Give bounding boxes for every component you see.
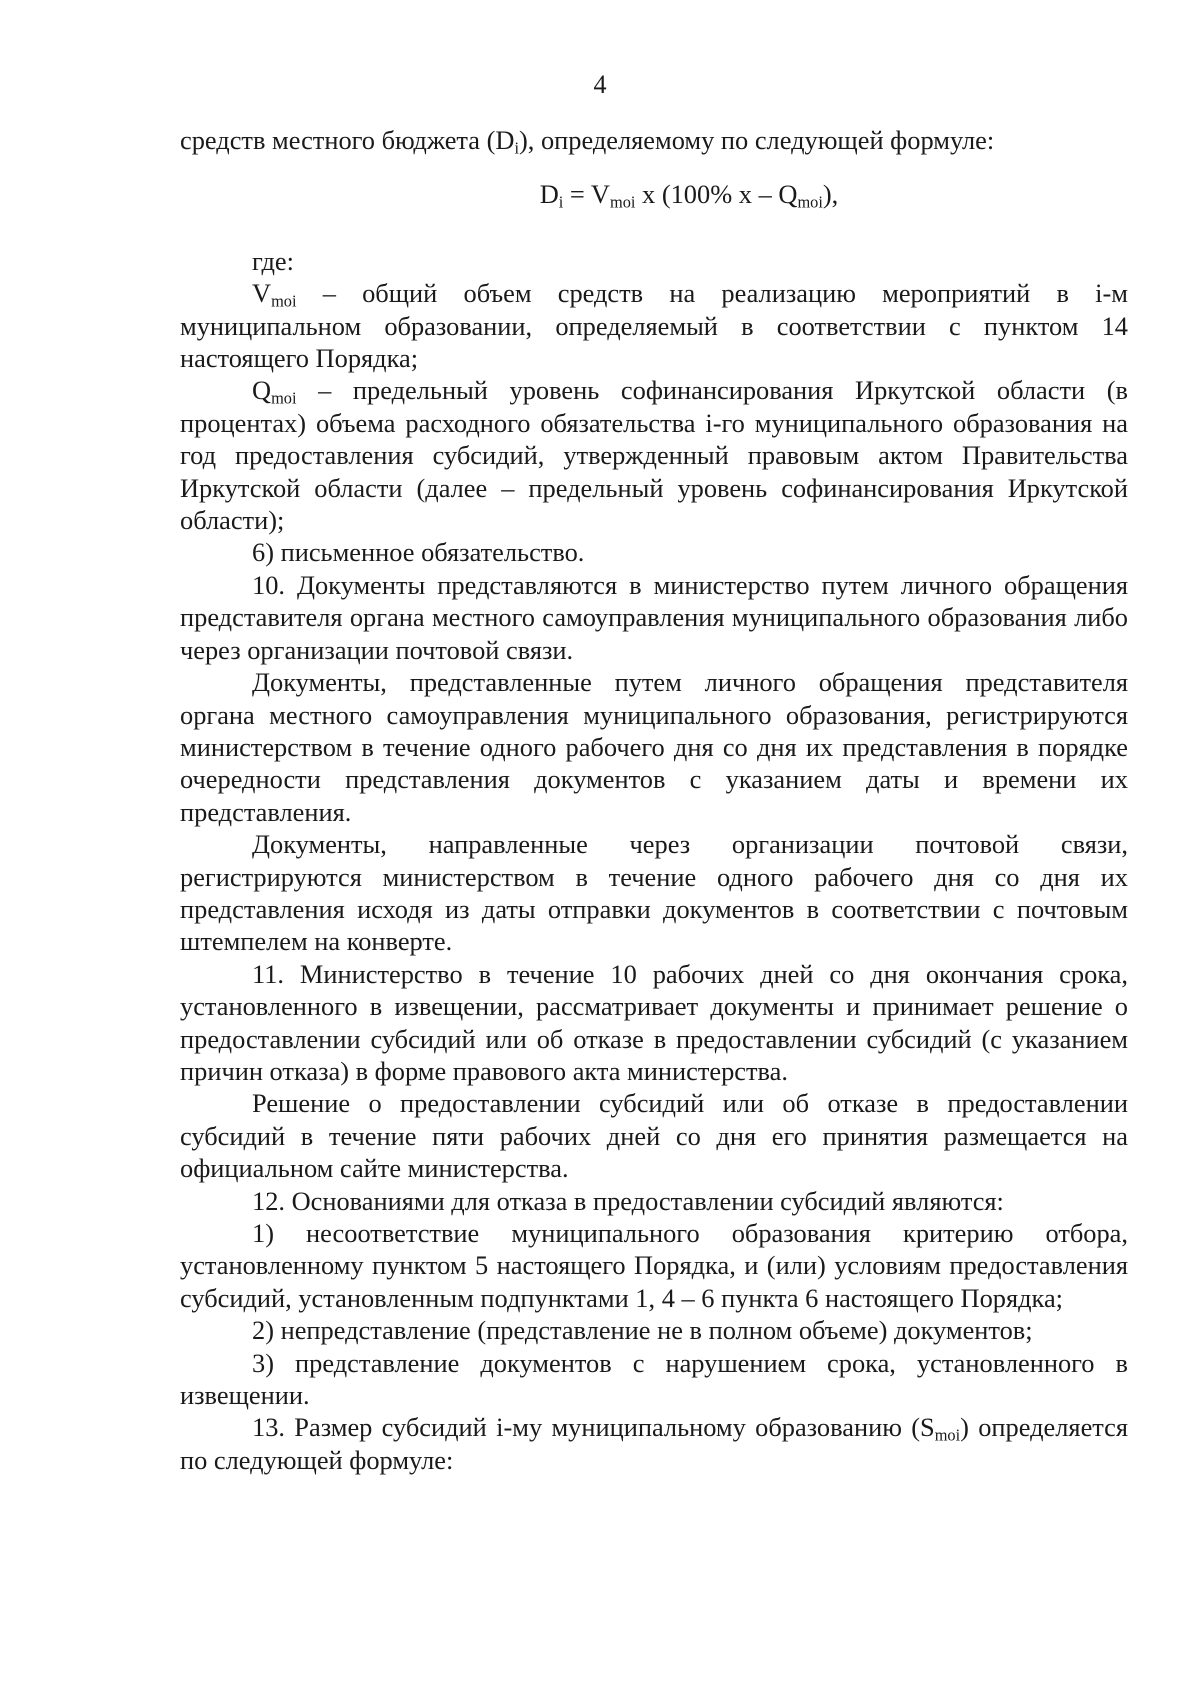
paragraph-qmoi: $Q_{moi}$ – предельный уровень софинансирования Иркутской области (в процентах) объема расходного обязательства i-го муниципального образования на год предоставления субсидий, утвержденный правовым актом Правительства Иркутской области (далее – предельный уровень софинансирования Иркутской области); [180,375,1128,536]
page-number: 4 [593,70,607,99]
paragraph-12-2: 2) непредставление (представление не в полном объеме) документов; [252,1315,1033,1346]
paragraph-intro: средств местного бюджета $(D_i)$, определяемому по следующей формуле: [180,125,995,158]
document-body [180,124,1128,1476]
formula-di: $D_i = V_{moi}$ x (100% x – $Q_{moi}$), [539,179,839,212]
paragraph-12-1: 1) несоответствие муниципального образования критерию отбора, установленному пунктом 5 настоящего Порядка, и (или) условиям предоставления субсидий, установленным подпунктами 1, 4 – 6 пункта 6 настоящего Порядка; [180,1218,1128,1313]
paragraph-10b: Документы, представленные путем личного обращения представителя органа местного самоуправления муниципального образования, регистрируются министерством в течение одного рабочего дня со дня их представления в порядке очередности представления документов с указанием даты и времени их представления. [180,667,1128,827]
paragraph-12: 12. Основаниями для отказа в предоставлении субсидий являются: [252,1185,1004,1216]
paragraph-12-3: 3) представление документов с нарушением срока, установленного в извещении. [180,1347,1128,1411]
paragraph-vmoi: $V_{moi}$ – общий объем средств на реализацию мероприятий в i-м муниципальном образовании, определяемый в соответствии с пунктом 14 настоящего Порядка; [180,278,1128,374]
paragraph-11b: Решение о предоставлении субсидий или об отказе в предоставлении субсидий в течение пяти рабочих дней со дня его принятия размещается на официальном сайте министерства. [180,1088,1128,1184]
paragraph-10c: Документы, направленные через организации почтовой связи, регистрируются министерством в течение одного рабочего дня со дня их представления исходя из даты отправки документов в соответствии с почтовым штемпелем на конверте. [180,829,1128,957]
paragraph-where: где: [252,245,294,276]
paragraph-11: 11. Министерство в течение 10 рабочих дней со дня окончания срока, установленного в извещении, рассматривает документы и принимает решение о предоставлении субсидий или об отказе в предоставлении субсидий (с указанием причин отказа) в форме правового акта министерства. [180,958,1128,1086]
paragraph-13: 13. Размер субсидий i-му муниципальному образованию $(S_{moi})$ определяется по следующей формуле: [180,1412,1128,1475]
paragraph-10: 10. Документы представляются в министерство путем личного обращения представителя органа местного самоуправления муниципального образования либо через организации почтовой связи. [180,569,1128,665]
paragraph-6: 6) письменное обязательство. [252,537,585,568]
